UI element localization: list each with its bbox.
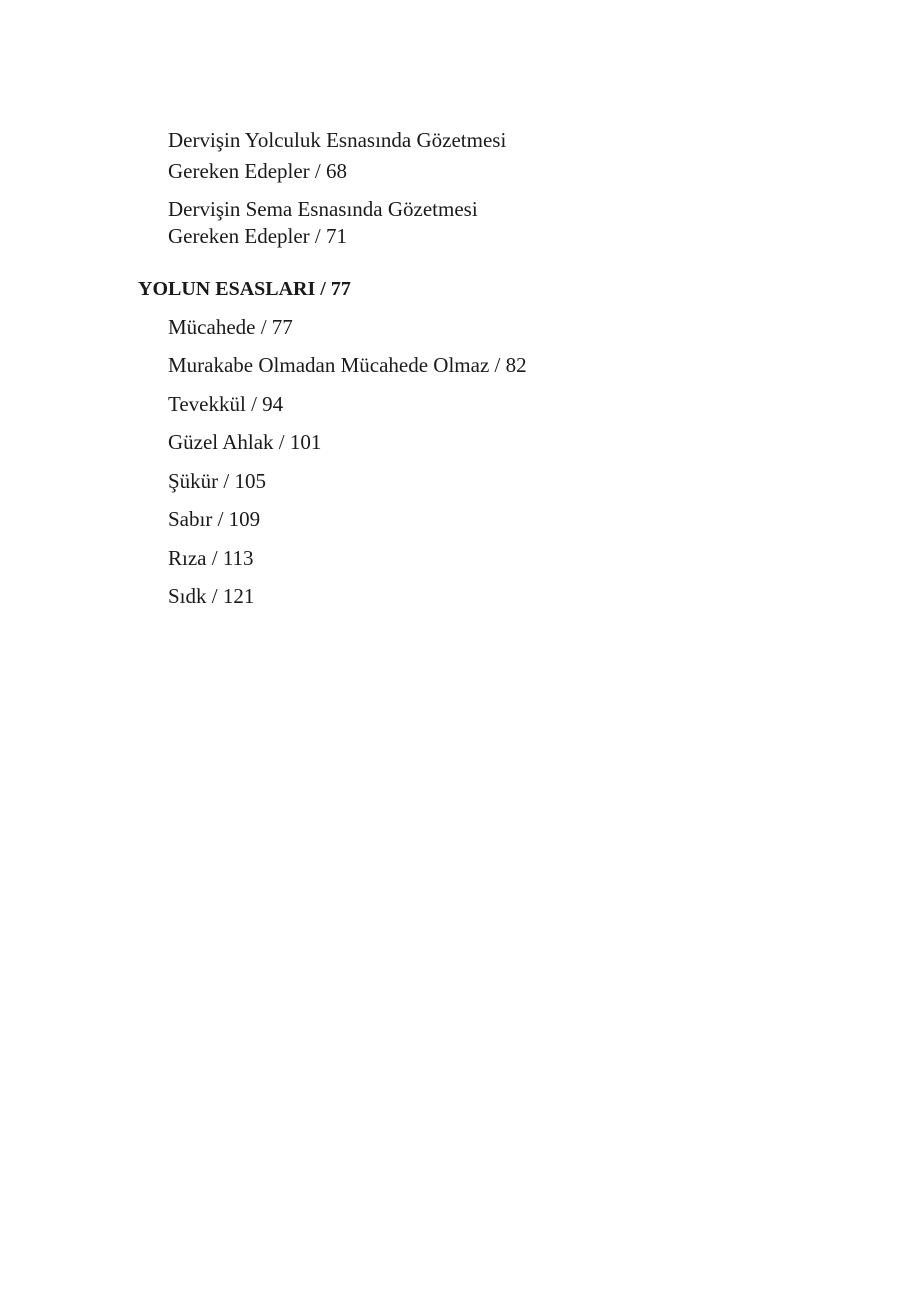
toc-entry: Rıza / 113	[168, 546, 254, 570]
toc-entry-line: Gereken Edepler / 68	[168, 159, 348, 183]
toc-entry-line: Dervişin Yolculuk Esnasında Gözetmesi	[168, 128, 507, 152]
toc-entry	[168, 125, 506, 187]
toc-entry-line: Gereken Edepler / 71	[168, 224, 348, 248]
toc-entry: Mücahede / 77	[168, 315, 293, 339]
toc-entry: Murakabe Olmadan Mücahede Olmaz / 82	[168, 353, 527, 377]
section-heading: YOLUN ESASLARI / 77	[138, 278, 351, 300]
toc-entry: Tevekkül / 94	[168, 392, 284, 416]
toc-entry: Sıdk / 121	[168, 584, 255, 608]
toc-entry: Sabır / 109	[168, 507, 261, 531]
toc-entry: Şükür / 105	[168, 469, 267, 493]
toc-entry-line: Dervişin Sema Esnasında Gözetmesi	[168, 197, 478, 221]
toc-entry: Güzel Ahlak / 101	[168, 430, 322, 454]
toc-entry	[168, 196, 478, 250]
